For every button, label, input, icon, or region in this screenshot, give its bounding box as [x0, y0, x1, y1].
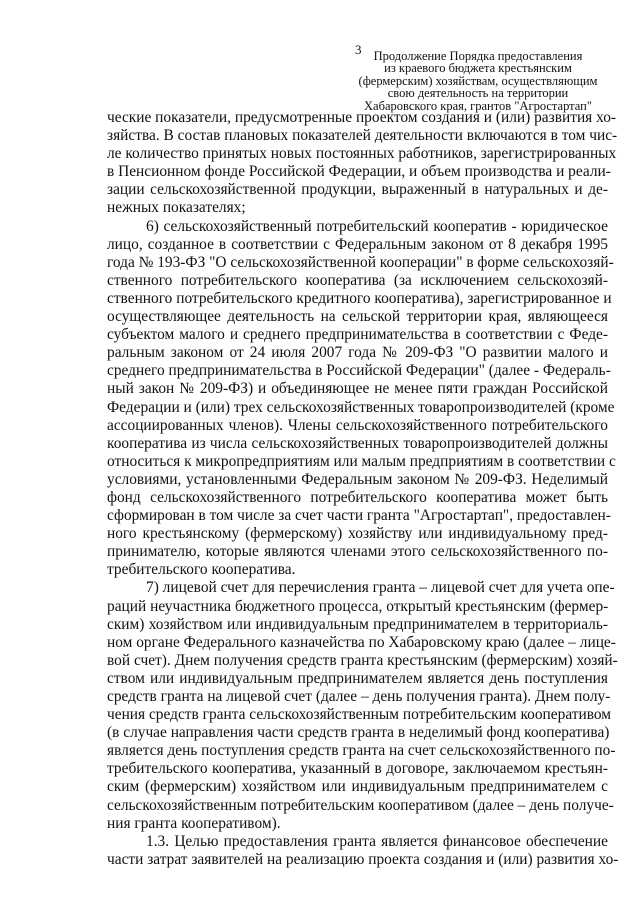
paragraph	[107, 109, 618, 218]
text-line: сельскохозяйственным потребительским кооперативом (далее – день получе-	[107, 796, 614, 814]
text-line: осуществляющее деятельность на сельской территории края, являющееся	[107, 308, 608, 326]
text-line: ральным законом от 24 июля 2007 года № 209-ФЗ "О развитии малого и	[107, 344, 608, 362]
text-line: раций неучастника бюджетного процесса, открытый крестьянским (фермер-	[107, 597, 609, 615]
text-line: части затрат заявителей на реализацию проекта создания и (или) развития хо-	[107, 850, 619, 868]
header-note	[348, 50, 608, 112]
text-line: ле количество принятых новых постоянных работников, зарегистрированных	[107, 145, 617, 163]
text-line: ассоциированных членов). Члены сельскохозяйственного потребительского	[107, 416, 608, 434]
paragraph	[107, 832, 619, 869]
text-line: требительского кооператива.	[107, 561, 296, 579]
text-line: вой счет). Днем получения средств гранта крестьянским (фермерским) хозяй-	[107, 651, 618, 669]
text-line: нежных показателях;	[107, 199, 246, 217]
text-line: лицо, созданное в соответствии с Федеральным законом от 8 декабря 1995	[107, 235, 608, 253]
page-number: 3	[355, 42, 362, 57]
text-line: в Пенсионном фонде Российской Федерации, и объем производства и реали-	[107, 163, 611, 181]
text-line: средств гранта на лицевой счет (далее – день получения гранта). Днем полу-	[107, 688, 611, 705]
text-line: кооператива из числа сельскохозяйственных товаропроизводителей должны	[107, 434, 608, 452]
text-line: принимателю, которые являются членами этого сельскохозяйственного по-	[107, 543, 608, 561]
text-line: ством или индивидуальным предпринимателем является день поступления	[107, 669, 608, 687]
text-line: зяйства. В состав плановых показателей деятельности включаются в том чис-	[107, 127, 618, 145]
text-line: субъектом малого и среднего предпринимательства в соответствии с Феде-	[107, 326, 608, 344]
header-note-line: Хабаровского края, грантов "Агростартап"	[364, 98, 592, 113]
text-line: требительского кооператива, указанный в договоре, заключаемом крестьян-	[107, 760, 608, 778]
text-line: сформирован в том числе за счет части гранта "Агростартап", предоставлен-	[107, 507, 611, 525]
text-line: ским (фермерским) хозяйством или индивидуальным предпринимателем с	[107, 778, 608, 796]
text-line: зации сельскохозяйственной продукции, выраженный в натуральных и де-	[107, 181, 608, 199]
header-note-line: свою деятельность на территории	[387, 86, 569, 101]
text-line: года № 193-ФЗ "О сельскохозяйственной кооперации" в форме сельскохозяй-	[107, 253, 614, 271]
text-line: 7) лицевой счет для перечисления гранта – лицевой счет для учета опе-	[146, 579, 615, 597]
paragraph	[107, 579, 618, 832]
text-line: условиями, установленными Федеральным законом № 209-ФЗ. Неделимый	[107, 470, 608, 488]
text-line: ственного потребительского кооператива (за исключением сельскохозяй-	[107, 271, 608, 289]
text-line: является день поступления средств гранта на счет сельскохозяйственного по-	[107, 742, 616, 760]
text-line: относиться к микропредприятиям или малым предприятиям в соответствии с	[107, 452, 616, 470]
text-line: ским) хозяйством или индивидуальным предпринимателем в территориаль-	[107, 615, 608, 633]
text-line: среднего предпринимательства в Российской Федерации" (далее - Федераль-	[107, 362, 611, 380]
text-line: Федерации и (или) трех сельскохозяйственных товаропроизводителей (кроме	[107, 398, 615, 416]
text-line: ный закон № 209-ФЗ) и объединяющее не менее пяти граждан Российской	[107, 380, 608, 398]
text-line: чения средств гранта сельскохозяйственным потребительским кооперативом	[107, 706, 612, 724]
text-line: ния гранта кооперативом).	[107, 814, 281, 832]
header-note-line: Продолжение Порядка предоставления	[373, 49, 583, 63]
text-line: ственного потребительского кредитного кооператива), зарегистрированное и	[107, 289, 612, 307]
text-line: ческие показатели, предусмотренные проектом создания и (или) развития хо-	[107, 109, 617, 126]
paragraph	[107, 217, 616, 580]
text-line: фонд сельскохозяйственного потребительского кооператива может быть	[107, 488, 608, 506]
text-line: 1.3. Целью предоставления гранта является финансовое обеспечение	[146, 832, 608, 850]
document-body	[107, 109, 619, 869]
text-line: ном органе Федерального казначейства по Хабаровскому краю (далее – лице-	[107, 633, 616, 651]
text-line: 6) сельскохозяйственный потребительский кооператив - юридическое	[146, 217, 608, 235]
text-line: (в случае направления части средств гранта в неделимый фонд кооператива)	[107, 724, 610, 742]
text-line: ного крестьянскому (фермерскому) хозяйству или индивидуальному пред-	[107, 525, 608, 543]
header-note-line: из краевого бюджета крестьянским	[384, 61, 572, 76]
header-note-line: (фермерским) хозяйствам, осуществляющим	[358, 73, 598, 88]
